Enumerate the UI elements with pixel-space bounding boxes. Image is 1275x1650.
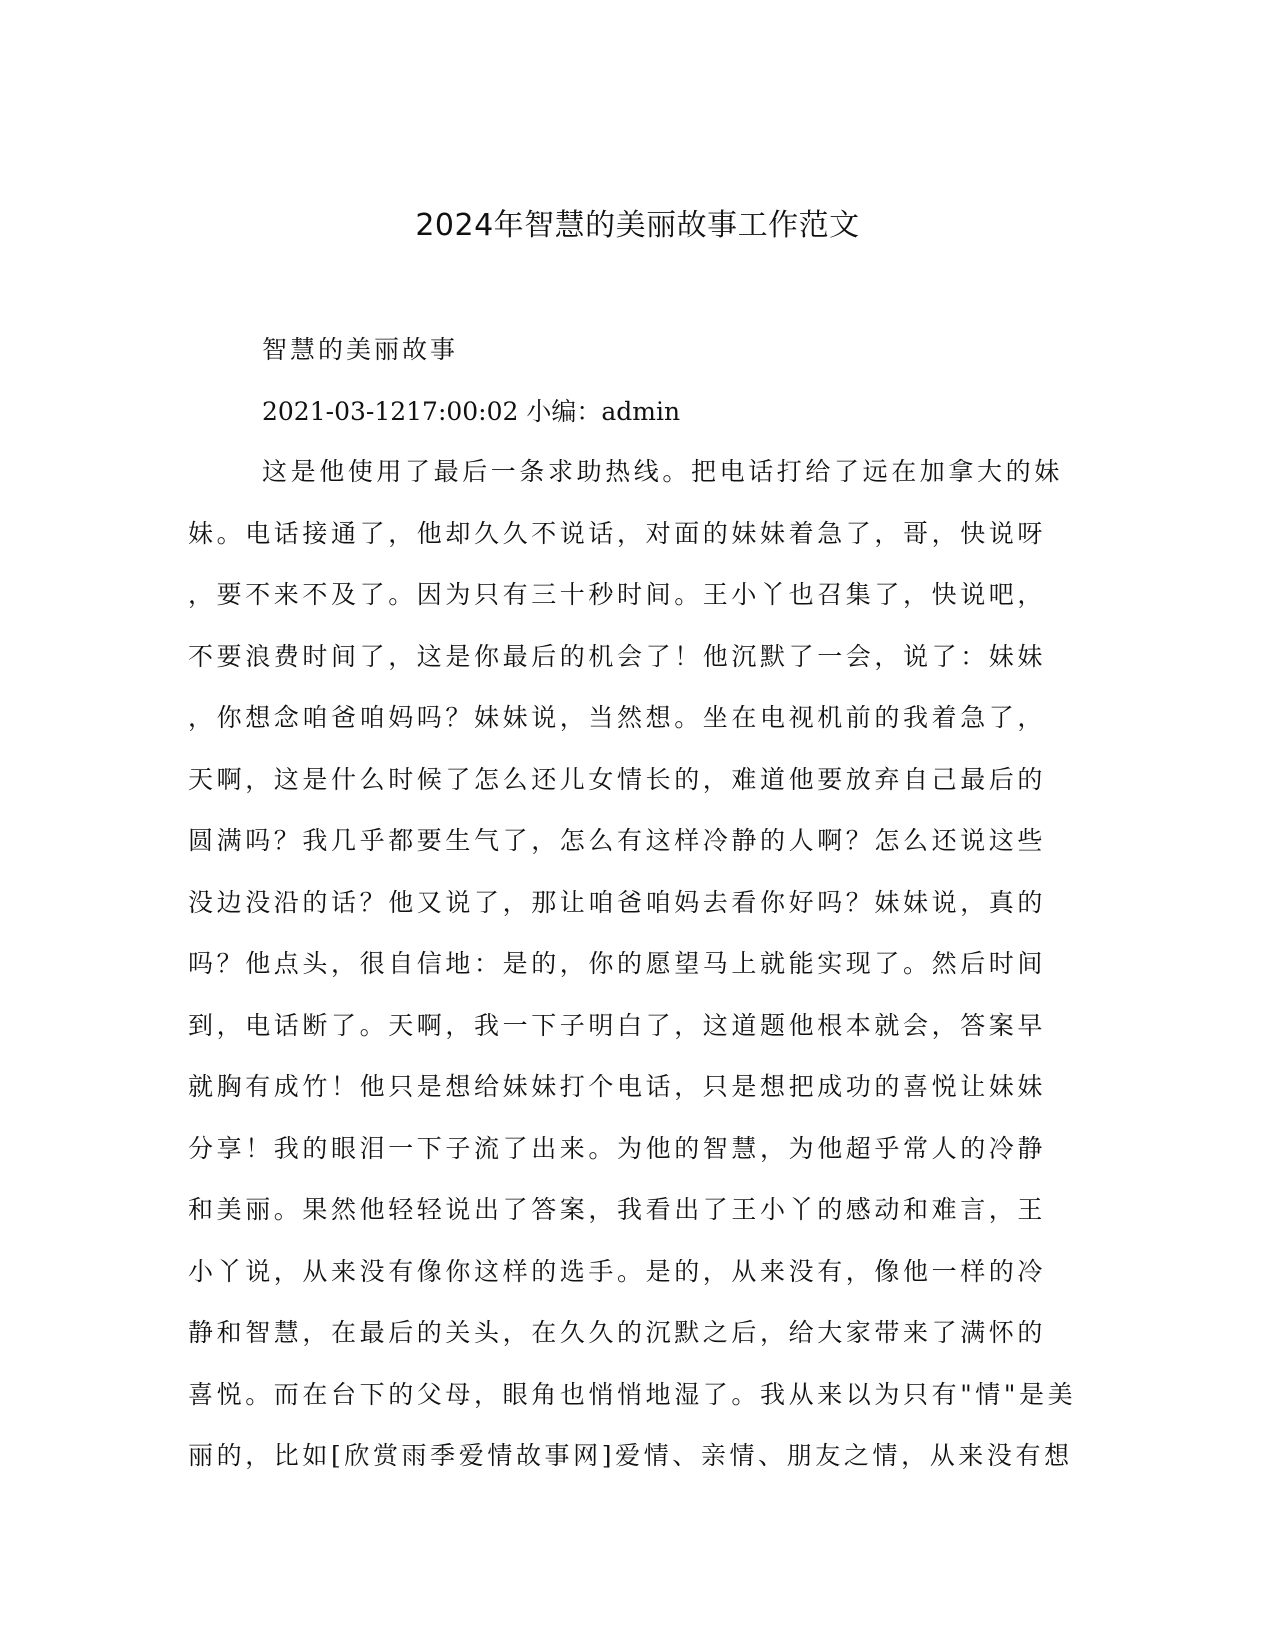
body-line: 到，电话断了。天啊，我一下子明白了，这道题他根本就会，答案早 (188, 1010, 1047, 1040)
body-line: 和美丽。果然他轻轻说出了答案，我看出了王小丫的感动和难言，王 (188, 1195, 1047, 1224)
document-subtitle: 智慧的美丽故事 (262, 335, 459, 364)
publish-meta: 2021-03-1217:00:02 小编：admin (262, 397, 681, 426)
body-line: ，要不来不及了。因为只有三十秒时间。王小丫也召集了，快说吧， (188, 580, 1047, 609)
body-line: 圆满吗？我几乎都要生气了，怎么有这样冷静的人啊？怎么还说这些 (188, 826, 1047, 855)
body-line: 吗？他点头，很自信地：是的，你的愿望马上就能实现了。然后时间 (188, 949, 1047, 978)
body-line: 小丫说，从来没有像你这样的选手。是的，从来没有，像他一样的冷 (188, 1256, 1047, 1286)
body-line: 这是他使用了最后一条求助热线。把电话打给了远在加拿大的妹 (262, 457, 1063, 486)
body-line: 分享！我的眼泪一下子流了出来。为他的智慧，为他超乎常人的冷静 (188, 1133, 1047, 1163)
body-line: ，你想念咱爸咱妈吗？妹妹说，当然想。坐在电视机前的我着急了， (188, 703, 1047, 732)
body-line: 天啊，这是什么时候了怎么还儿女情长的，难道他要放弃自己最后的 (188, 764, 1047, 794)
body-line: 没边没沿的话？他又说了，那让咱爸咱妈去看你好吗？妹妹说，真的 (188, 887, 1047, 917)
document-title: 2024年智慧的美丽故事工作范文 (415, 208, 860, 243)
body-line: 就胸有成竹！他只是想给妹妹打个电话，只是想把成功的喜悦让妹妹 (188, 1072, 1047, 1101)
body-line: 喜悦。而在台下的父母，眼角也悄悄地湿了。我从来以为只有"情"是美 (188, 1379, 1077, 1409)
body-line: 妹。电话接通了，他却久久不说话，对面的妹妹着急了，哥，快说呀 (188, 518, 1047, 548)
body-line: 不要浪费时间了，这是你最后的机会了！他沉默了一会，说了：妹妹 (188, 641, 1047, 671)
body-line: 丽的，比如[欣赏雨季爱情故事网]爱情、亲情、朋友之情，从来没有想 (188, 1441, 1073, 1470)
article-body (188, 454, 1088, 1500)
body-line: 静和智慧，在最后的关头，在久久的沉默之后，给大家带来了满怀的 (188, 1318, 1047, 1347)
